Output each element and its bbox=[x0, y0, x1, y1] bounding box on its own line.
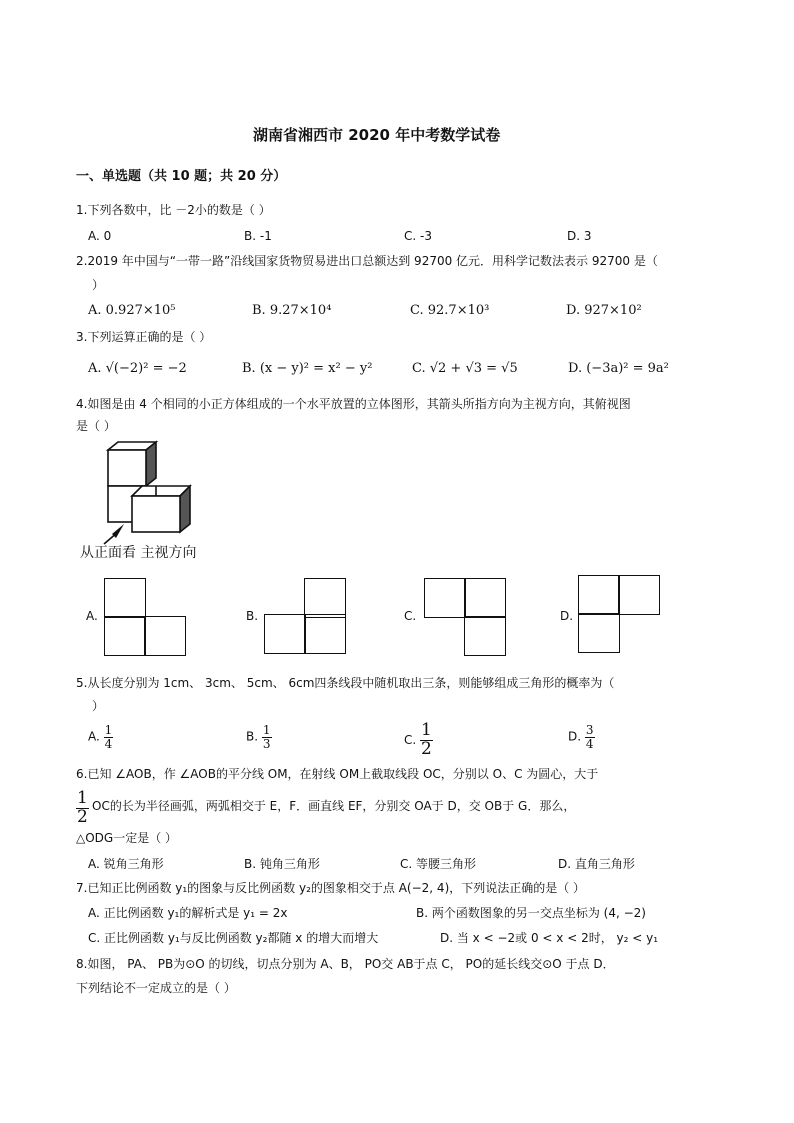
q1-option-a[interactable]: A. 0 bbox=[88, 229, 112, 243]
q5-option-c-fraction: $\frac{1}{2}$ bbox=[421, 720, 432, 759]
question-5-stem-end: ） bbox=[92, 699, 105, 713]
q5-option-d-letter: D. bbox=[568, 729, 582, 744]
question-8-line-2: 下列结论不一定成立的是（ ） bbox=[76, 981, 236, 995]
q6-fraction-half bbox=[76, 790, 89, 827]
question-6-line-1: 6.已知 ∠AOB，作 ∠AOB的平分线 OM，在射线 OM上截取线段 OC，分别以 O、C 为圆心，大于 bbox=[76, 767, 599, 781]
q2-option-d[interactable]: D. 927×10² bbox=[566, 303, 642, 318]
figure-caption: 从正面看 主视方向 bbox=[80, 545, 197, 561]
q5-option-c-letter: C. bbox=[404, 732, 417, 747]
question-6-line-3: △ODG一定是（ ） bbox=[76, 831, 178, 845]
q5-option-c[interactable] bbox=[404, 722, 433, 759]
q4-c-square-br bbox=[464, 616, 506, 656]
q3-option-c[interactable]: C. √2 + √3 = √5 bbox=[412, 361, 518, 376]
q2-option-c[interactable]: C. 92.7×10³ bbox=[410, 303, 490, 318]
q7-option-c[interactable]: C. 正比例函数 y₁与反比例函数 y₂都随 x 的增大而增大 bbox=[88, 931, 379, 945]
question-4-stem: 4.如图是由 4 个相同的小正方体组成的一个水平放置的立体图形，其箭头所指方向为主视方向，其俯视图 bbox=[76, 397, 631, 411]
section-heading: 一、单选题（共 10 题；共 20 分） bbox=[76, 169, 287, 184]
question-4-stem-end: 是（ ） bbox=[76, 419, 116, 433]
question-1-stem: 1.下列各数中，比 －2小的数是（ ） bbox=[76, 203, 271, 217]
question-8-line-1: 8.如图， PA、 PB为⊙O 的切线，切点分别为 A、B， PO交 AB于点 C， PO的延长线交⊙O 于点 D． bbox=[76, 957, 615, 971]
question-2-stem: 2.2019 年中国与“一带一路”沿线国家货物贸易进出口总额达到 92700 亿元．用科学记数法表示 92700 是（ bbox=[76, 254, 658, 268]
q4-option-a[interactable]: A. bbox=[86, 609, 98, 623]
q1-option-d[interactable]: D. 3 bbox=[567, 229, 592, 243]
q5-option-d-fraction: $\frac{3}{4}$ bbox=[585, 723, 594, 751]
q4-option-c[interactable]: C. bbox=[404, 609, 417, 623]
q4-a-square-bl bbox=[104, 616, 146, 656]
q6-option-c[interactable]: C. 等腰三角形 bbox=[400, 857, 477, 871]
q4-option-b[interactable]: B. bbox=[246, 609, 259, 623]
q3-option-b[interactable]: B. (x − y)² = x² − y² bbox=[242, 361, 373, 376]
q6-option-a[interactable]: A. 锐角三角形 bbox=[88, 857, 164, 871]
q3-option-d[interactable]: D. (−3a)² = 9a² bbox=[568, 361, 669, 376]
q5-option-a-fraction: $\frac{1}{4}$ bbox=[104, 723, 113, 751]
q1-option-b[interactable]: B. -1 bbox=[244, 229, 272, 243]
q7-option-d[interactable]: D. 当 x < −2或 0 < x < 2时， y₂ < y₁ bbox=[440, 931, 659, 945]
q4-c-square-tl bbox=[424, 578, 466, 618]
q5-option-b-letter: B. bbox=[246, 729, 259, 744]
q7-option-b[interactable]: B. 两个函数图象的另一交点坐标为 (4, −2) bbox=[416, 906, 646, 920]
q4-b-square-br bbox=[304, 614, 346, 654]
q4-b-square-top bbox=[304, 578, 346, 618]
q5-option-a-letter: A. bbox=[88, 729, 100, 744]
q1-option-c[interactable]: C. -3 bbox=[404, 229, 432, 243]
q4-option-d[interactable]: D. bbox=[560, 609, 574, 623]
question-7-stem: 7.已知正比例函数 y₁的图象与反比例函数 y₂的图象相交于点 A(−2, 4)，下列说法正确的是（ ） bbox=[76, 881, 586, 895]
q4-b-square-bl bbox=[264, 614, 306, 654]
q2-option-b[interactable]: B. 9.27×10⁴ bbox=[252, 303, 332, 318]
q6-option-b[interactable]: B. 钝角三角形 bbox=[244, 857, 320, 871]
q4-c-square-tr bbox=[464, 578, 506, 618]
page-title: 湖南省湘西市 2020 年中考数学试卷 bbox=[253, 126, 501, 144]
q6-option-d[interactable]: D. 直角三角形 bbox=[558, 857, 635, 871]
q4-a-square-top bbox=[104, 578, 146, 618]
q4-a-square-br bbox=[144, 616, 186, 656]
q7-option-a[interactable]: A. 正比例函数 y₁的解析式是 y₁ = 2x bbox=[88, 906, 288, 920]
question-5-stem: 5.从长度分别为 1cm、 3cm、 5cm、 6cm四条线段中随机取出三条，则能够组成三角形的概率为（ bbox=[76, 676, 615, 690]
q4-d-square-bl bbox=[578, 613, 620, 653]
q5-option-a[interactable] bbox=[88, 724, 113, 750]
question-6-line-2: OC的长为半径画弧，两弧相交于 E，F．画直线 EF，分别交 OA于 D，交 OB于 G．那么， bbox=[92, 799, 576, 813]
cube-stack-figure bbox=[96, 438, 206, 548]
q5-option-b[interactable] bbox=[246, 724, 272, 750]
q4-d-square-tr bbox=[618, 575, 660, 615]
q5-option-b-fraction: $\frac{1}{3}$ bbox=[262, 723, 271, 751]
q2-option-a[interactable]: A. 0.927×10⁵ bbox=[88, 303, 176, 318]
q4-d-square-tl bbox=[578, 575, 620, 615]
q3-option-a[interactable]: A. √(−2)² = −2 bbox=[88, 361, 187, 376]
question-3-stem: 3.下列运算正确的是（ ） bbox=[76, 330, 212, 344]
question-2-stem-end: ） bbox=[92, 278, 105, 292]
q6-half-fraction: $\frac{1}{2}$ bbox=[77, 788, 88, 827]
q5-option-d[interactable] bbox=[568, 724, 595, 750]
